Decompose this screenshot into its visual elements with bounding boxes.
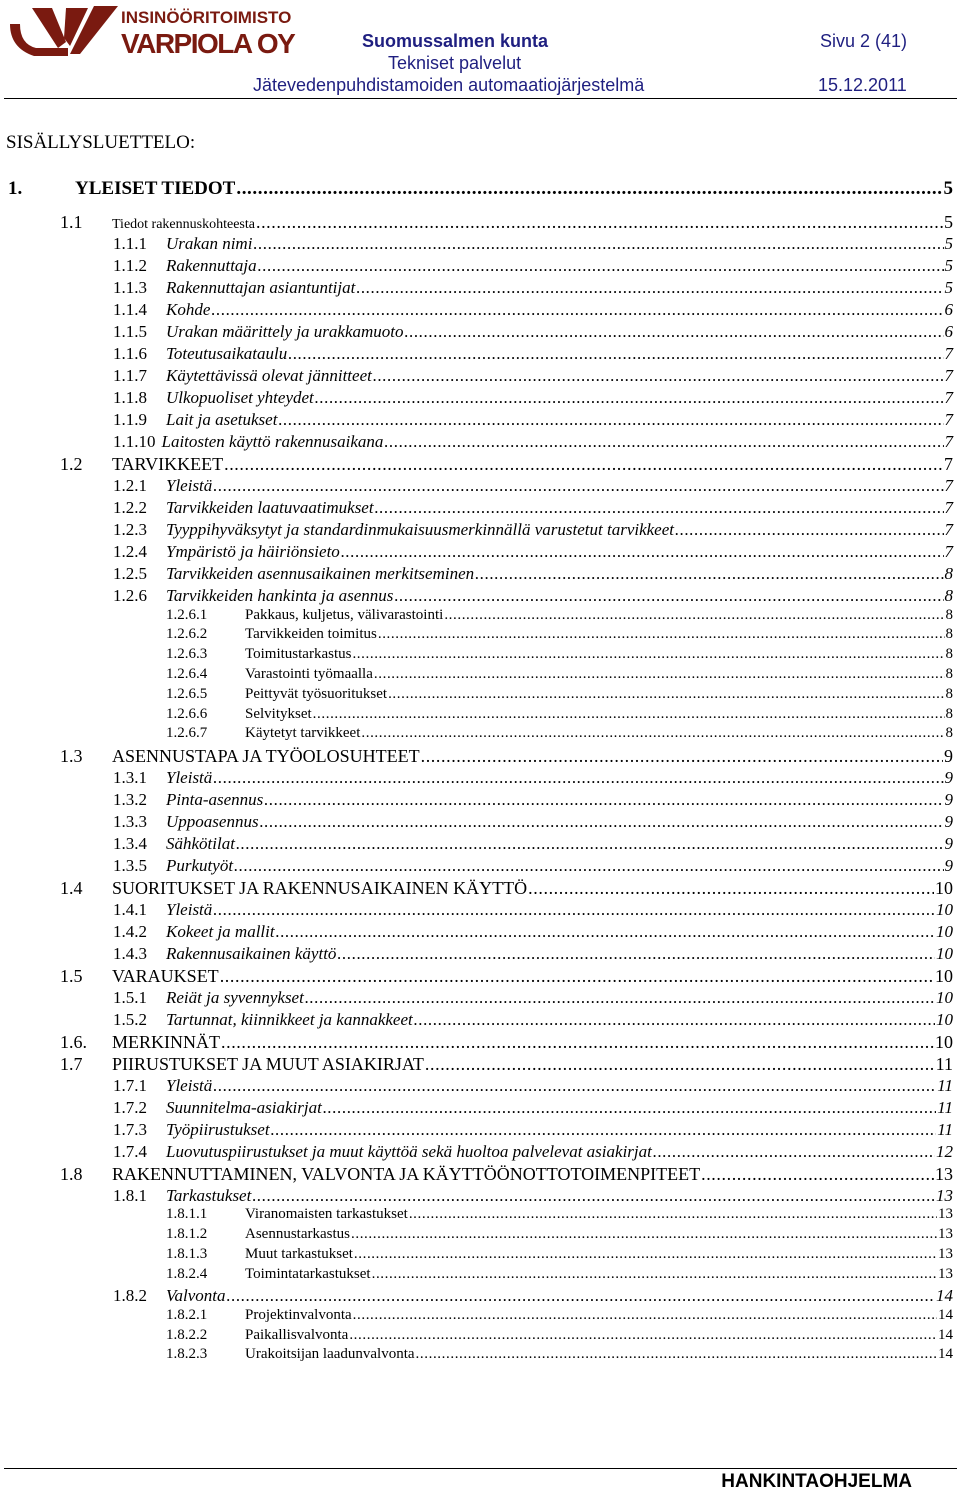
toc-entry-title: Ulkopuoliset yhteydet (166, 388, 314, 407)
toc-dot-leader (224, 454, 943, 475)
toc-entry-number: 1.4.3 (113, 943, 147, 963)
toc-entry-page: 11 (937, 1097, 953, 1117)
toc-dot-leader (305, 988, 935, 1008)
toc-entry-number: 1.1.7 (113, 366, 147, 385)
toc-entry-title: RAKENNUTTAMINEN, VALVONTA JA KÄYTTÖÖNOTTOTOIMENPITEET (112, 1163, 701, 1184)
toc-entry[interactable] (113, 432, 953, 452)
toc-dot-leader (220, 966, 934, 987)
toc-entry-title: YLEISET TIEDOT (75, 178, 236, 199)
toc-entry-page: 7 (944, 476, 953, 495)
toc-entry-page: 6 (944, 322, 953, 341)
toc-entry-number: 1.8.1.2 (166, 1226, 208, 1243)
toc-entry[interactable] (166, 666, 953, 683)
organization-name: Suomussalmen kunta (362, 31, 549, 51)
toc-entry-page: 7 (944, 542, 953, 561)
toc-entry-number: 1.7.2 (113, 1097, 147, 1117)
toc-entry-number: 1.2.6.7 (166, 725, 208, 742)
toc-entry-page: 5 (944, 212, 953, 232)
toc-dot-leader (675, 520, 944, 540)
toc-entry-number: 1.6. (60, 1031, 87, 1052)
toc-entry-number: 1.4.1 (113, 899, 147, 919)
toc-entry-number: 1.8.2 (113, 1286, 147, 1306)
toc-entry-title: Rakennuttajan asiantuntijat (166, 278, 356, 297)
toc-entry-page: 7 (944, 366, 953, 385)
toc-entry[interactable] (166, 1266, 953, 1283)
toc-entry-page: 10 (936, 899, 953, 919)
toc-entry-number: 1.8.2.1 (166, 1306, 208, 1323)
toc-entry[interactable] (166, 1346, 953, 1363)
toc-entry-page: 10 (936, 987, 953, 1007)
toc-entry-title: Tartunnat, kiinnikkeet ja kannakkeet (166, 1009, 413, 1029)
toc-entry-page: 10 (936, 943, 953, 963)
page-number: Sivu 2 (41) (820, 31, 908, 51)
toc-entry-title: TARVIKKEET (112, 454, 224, 474)
toc-entry-page: 6 (944, 300, 953, 319)
toc-entry-page: 9 (944, 767, 953, 787)
toc-entry-title: Pakkaus, kuljetus, välivarastointi (245, 606, 444, 623)
toc-dot-leader (213, 900, 935, 920)
toc-entry[interactable] (113, 410, 953, 430)
toc-entry[interactable] (113, 856, 953, 876)
logo-line-2: VARPIOLA OY (121, 28, 295, 59)
toc-entry-title: Toimitustarkastus (245, 646, 352, 663)
toc-dot-leader (354, 1246, 937, 1263)
toc-entry-number: 1.8.2.4 (166, 1265, 208, 1282)
toc-entry-title: Yleistä (166, 476, 213, 495)
toc-dot-leader (213, 476, 943, 496)
toc-entry-number: 1.2.4 (113, 542, 147, 561)
toc-entry-page: 13 (938, 1206, 953, 1223)
toc-entry-number: 1.1.2 (113, 256, 147, 275)
toc-entry-title: Paikallisvalvonta (245, 1326, 349, 1343)
toc-entry-number: 1.2.6 (113, 586, 147, 605)
toc-entry-number: 1.1.1 (113, 234, 147, 253)
toc-entry-title: Työpiirustukset (166, 1119, 270, 1139)
toc-entry-number: 1.1.9 (113, 410, 147, 429)
toc-entry[interactable] (113, 1142, 953, 1162)
toc-entry-page: 8 (944, 564, 953, 583)
toc-entry[interactable] (166, 1327, 953, 1344)
toc-entry[interactable] (113, 900, 953, 920)
toc-entry-number: 1.4 (60, 877, 83, 898)
toc-entry[interactable] (113, 476, 953, 496)
toc-entry[interactable] (113, 586, 953, 606)
toc-entry-page: 7 (944, 454, 953, 474)
toc-dot-leader (341, 542, 944, 562)
toc-entry-title: Asennustarkastus (245, 1226, 350, 1243)
toc-dot-leader (337, 944, 935, 964)
toc-entry-page: 10 (935, 965, 953, 986)
toc-dot-leader (211, 300, 943, 320)
toc-dot-leader (394, 586, 943, 606)
toc-entry[interactable] (166, 725, 953, 742)
toc-dot-leader (227, 1286, 936, 1306)
toc-entry[interactable] (113, 790, 953, 810)
toc-entry-title: Projektinvalvonta (245, 1306, 352, 1323)
toc-entry-number: 1.2.6.4 (166, 665, 208, 682)
toc-entry[interactable] (60, 1054, 953, 1075)
toc-entry[interactable] (166, 686, 953, 703)
toc-entry-page: 10 (936, 1009, 953, 1029)
toc-entry-number: 1.7.1 (113, 1075, 147, 1095)
toc-entry-title: Uppoasennus (166, 811, 259, 831)
toc-entry[interactable] (113, 944, 953, 964)
toc-entry-number: 1.8.2.3 (166, 1346, 208, 1363)
toc-entry-number: 1.2 (60, 454, 83, 474)
toc-entry[interactable] (166, 1246, 953, 1263)
toc-entry-page: 7 (944, 388, 953, 407)
toc-entry-title: Rakennuttaja (166, 256, 257, 275)
logo-line-1: INSINÖÖRITOIMISTO (121, 8, 292, 27)
toc-entry-page: 11 (937, 1119, 953, 1139)
toc-entry-number: 1.2.1 (113, 476, 147, 495)
toc-entry[interactable] (113, 520, 953, 540)
toc-entry[interactable] (113, 256, 953, 276)
toc-entry-title: Käytetyt tarvikkeet (245, 725, 361, 742)
toc-dot-leader (252, 1186, 935, 1206)
toc-dot-leader (701, 1164, 934, 1185)
toc-dot-leader (213, 1076, 936, 1096)
toc-entry[interactable] (60, 454, 953, 475)
toc-dot-leader (405, 322, 944, 342)
toc-entry-page: 14 (938, 1326, 953, 1343)
toc-dot-leader (373, 366, 944, 386)
toc-entry-page: 8 (945, 725, 953, 742)
toc-entry[interactable] (166, 1206, 953, 1223)
toc-entry[interactable] (113, 564, 953, 584)
toc-entry-page: 14 (936, 1286, 953, 1306)
toc-entry-page: 13 (938, 1245, 953, 1262)
toc-entry[interactable] (60, 966, 953, 987)
toc-entry[interactable] (113, 1186, 953, 1206)
toc-dot-leader (384, 432, 943, 452)
document-title: Jätevedenpuhdistamoiden automaatiojärjestelmä (253, 75, 645, 95)
toc-entry-number: 1.1.5 (113, 322, 147, 341)
toc-dot-leader (361, 725, 944, 742)
toc-entry-title: Urakan nimi (166, 234, 253, 253)
toc-dot-leader (264, 790, 943, 810)
toc-entry-title: Muut tarkastukset (245, 1245, 353, 1262)
toc-entry[interactable] (113, 234, 953, 254)
toc-dot-leader (356, 278, 943, 298)
toc-entry-page: 8 (945, 705, 953, 722)
toc-entry-title: Tyyppihyväksytyt ja standardinmukaisuusmerkinnällä varustetut tarvikkeet (166, 520, 674, 539)
toc-entry-number: 1.5.2 (113, 1009, 147, 1029)
toc-entry-title: Reiät ja syvennykset (166, 987, 304, 1007)
toc-entry[interactable] (166, 1226, 953, 1243)
toc-entry-title: Käytettävissä olevat jännitteet (166, 366, 372, 385)
toc-dot-leader (278, 410, 943, 430)
toc-dot-leader (372, 1266, 937, 1283)
toc-entry[interactable] (113, 388, 953, 408)
toc-entry-number: 1.8.1.1 (166, 1206, 208, 1223)
toc-entry[interactable] (113, 300, 953, 320)
toc-entry-number: 1.2.3 (113, 520, 147, 539)
toc-entry[interactable] (113, 542, 953, 562)
toc-entry[interactable] (60, 212, 953, 233)
toc-entry-page: 10 (936, 921, 953, 941)
toc-entry-title: Luovutuspiirustukset ja muut käyttöä sekä huoltoa palvelevat asiakirjat (166, 1141, 652, 1161)
toc-entry-page: 8 (945, 606, 953, 623)
toc-entry-title: Tarkastukset (166, 1185, 252, 1205)
toc-entry-title: Yleistä (166, 767, 213, 787)
toc-entry-page: 13 (938, 1226, 953, 1243)
toc-entry-number: 1.3.2 (113, 789, 147, 809)
toc-entry-number: 1.3.1 (113, 767, 147, 787)
toc-entry-title: Lait ja asetukset (166, 410, 278, 429)
toc-dot-leader (414, 1010, 935, 1030)
toc-entry-number: 1.7.3 (113, 1119, 147, 1139)
toc-dot-leader (213, 768, 943, 788)
toc-dot-leader (288, 344, 943, 364)
toc-entry-number: 1.7 (60, 1053, 83, 1074)
toc-entry-title: Tarvikkeiden toimitus (245, 626, 377, 643)
toc-entry[interactable] (113, 1010, 953, 1030)
toc-entry[interactable] (113, 278, 953, 298)
toc-entry-page: 10 (935, 1031, 953, 1052)
toc-entry-number: 1.3 (60, 745, 83, 766)
toc-entry[interactable] (113, 812, 953, 832)
toc-dot-leader (256, 212, 943, 233)
toc-entry-number: 1.4.2 (113, 921, 147, 941)
toc-entry-number: 1.1.3 (113, 278, 147, 297)
toc-entry-title: Sähkötilat (166, 833, 235, 853)
toc-entry-title: Rakennusaikainen käyttö (166, 943, 337, 963)
toc-entry-title: MERKINNÄT (112, 1031, 220, 1052)
toc-entry[interactable] (166, 1307, 953, 1324)
toc-entry-title: Ympäristö ja häiriönsieto (166, 542, 340, 561)
toc-entry[interactable] (113, 1098, 953, 1118)
toc-entry-title: Peittyvät työsuoritukset (245, 685, 388, 702)
toc-entry-title: Pinta-asennus (166, 789, 264, 809)
toc-entry-page: 13 (936, 1185, 953, 1205)
toc-entry[interactable] (166, 607, 953, 624)
toc-entry-page: 5 (944, 234, 953, 253)
toc-dot-leader (425, 1054, 935, 1075)
toc-entry-title: PIIRUSTUKSET JA MUUT ASIAKIRJAT (112, 1053, 424, 1074)
toc-heading: SISÄLLYSLUETTELO: (6, 132, 196, 153)
toc-entry-number: 1.1.10 (113, 432, 156, 451)
toc-entry[interactable] (113, 1076, 953, 1096)
toc-entry-page: 14 (938, 1346, 953, 1363)
toc-dot-leader (378, 626, 945, 643)
toc-entry-title: Suunnitelma-asiakirjat (166, 1097, 322, 1117)
toc-entry-page: 14 (938, 1306, 953, 1323)
toc-entry-title: Urakoitsijan laadunvalvonta (245, 1346, 415, 1363)
toc-entry-title: Kohde (166, 300, 211, 319)
toc-entry-number: 1.2.6.6 (166, 705, 208, 722)
toc-entry-page: 9 (944, 811, 953, 831)
toc-entry-page: 7 (944, 344, 953, 363)
toc-dot-leader (323, 1098, 936, 1118)
document-date: 15.12.2011 (818, 75, 907, 95)
toc-entry-title: SUORITUKSET JA RAKENNUSAIKAINEN KÄYTTÖ (112, 877, 528, 898)
toc-entry-title: Tarvikkeiden hankinta ja asennus (166, 586, 394, 605)
toc-entry-page: 9 (944, 855, 953, 875)
toc-dot-leader (271, 1120, 937, 1140)
toc-entry[interactable] (113, 1120, 953, 1140)
toc-entry[interactable] (166, 706, 953, 723)
toc-entry[interactable] (113, 768, 953, 788)
toc-entry-title: Tarvikkeiden asennusaikainen merkitseminen (166, 564, 475, 583)
toc-entry-number: 1.8.2.2 (166, 1326, 208, 1343)
toc-entry-number: 1.1.6 (113, 344, 147, 363)
toc-entry-page: 9 (944, 745, 953, 766)
toc-entry[interactable] (60, 1032, 953, 1053)
toc-entry-page: 8 (945, 626, 953, 643)
toc-entry-number: 1.1.4 (113, 300, 147, 319)
toc-entry-title: Toteutusaikataulu (166, 344, 288, 363)
toc-entry[interactable] (166, 646, 953, 663)
toc-entry[interactable] (113, 1286, 953, 1306)
toc-entry[interactable] (60, 878, 953, 899)
toc-dot-leader (475, 564, 943, 584)
toc-dot-leader (409, 1206, 937, 1223)
toc-entry-title: Purkutyöt (166, 855, 234, 875)
toc-dot-leader (653, 1142, 935, 1162)
toc-entry-title: Urakan määrittely ja urakkamuoto (166, 322, 404, 341)
toc-entry-number: 1.5.1 (113, 987, 147, 1007)
toc-dot-leader (258, 256, 944, 276)
toc-entry-page: 7 (944, 520, 953, 539)
toc-entry-title: Valvonta (166, 1286, 226, 1306)
toc-entry-page: 5 (944, 278, 953, 297)
toc-dot-leader (236, 834, 944, 854)
toc-entry-page: 10 (935, 877, 953, 898)
toc-dot-leader (276, 922, 935, 942)
toc-entry-number: 1.8.1.3 (166, 1245, 208, 1262)
toc-entry-page: 8 (945, 665, 953, 682)
toc-entry-page: 7 (944, 432, 953, 451)
toc-entry[interactable] (113, 344, 953, 364)
toc-entry-number: 1.2.5 (113, 564, 147, 583)
toc-dot-leader (315, 388, 944, 408)
toc-entry-number: 1.3.4 (113, 833, 147, 853)
department-name: Tekniset palvelut (388, 53, 522, 73)
toc-entry-number: 1.2.6.5 (166, 685, 208, 702)
toc-entry-number: 1.2.6.1 (166, 606, 208, 623)
toc-entry-title: Viranomaisten tarkastukset (245, 1206, 408, 1223)
toc-entry-page: 5 (943, 178, 953, 199)
toc-entry[interactable] (113, 834, 953, 854)
toc-entry[interactable] (166, 626, 953, 643)
toc-dot-leader (260, 812, 944, 832)
toc-entry-page: 9 (944, 789, 953, 809)
toc-dot-leader (253, 234, 943, 254)
toc-entry-number: 1.7.4 (113, 1141, 147, 1161)
toc-entry-page: 7 (944, 498, 953, 517)
toc-entry[interactable] (113, 922, 953, 942)
toc-dot-leader (221, 1032, 934, 1053)
toc-entry-number: 1.1.8 (113, 388, 147, 407)
toc-entry-page: 7 (944, 410, 953, 429)
toc-entry-title: Yleistä (166, 1075, 213, 1095)
toc-entry[interactable] (113, 988, 953, 1008)
toc-dot-leader (374, 666, 945, 683)
toc-entry-page: 13 (938, 1265, 953, 1282)
toc-entry[interactable] (113, 366, 953, 386)
toc-entry-title: Kokeet ja mallit (166, 921, 275, 941)
toc-dot-leader (352, 646, 944, 663)
toc-entry-title: Selvitykset (245, 705, 312, 722)
toc-dot-leader (351, 1226, 937, 1243)
toc-entry-number: 1.2.2 (113, 498, 147, 517)
toc-entry[interactable] (8, 178, 953, 200)
toc-entry-page: 13 (935, 1163, 953, 1184)
toc-entry-number: 1.8.1 (113, 1185, 147, 1205)
toc-entry-number: 1.3.5 (113, 855, 147, 875)
toc-entry-title: VARAUKSET (112, 965, 219, 986)
toc-entry-page: 9 (944, 833, 953, 853)
toc-entry-page: 8 (945, 646, 953, 663)
toc-dot-leader (444, 607, 944, 624)
toc-dot-leader (236, 178, 942, 200)
toc-entry-page: 5 (944, 256, 953, 275)
toc-entry-page: 8 (945, 685, 953, 702)
toc-entry-title: Varastointi työmaalla (245, 665, 373, 682)
toc-dot-leader (528, 878, 934, 899)
toc-entry-page: 8 (944, 586, 953, 605)
footer-divider (4, 1468, 957, 1469)
toc-dot-leader (353, 1307, 937, 1324)
toc-entry-title: Tiedot rakennuskohteesta (112, 217, 255, 232)
toc-dot-leader (375, 498, 944, 518)
footer-label: HANKINTAOHJELMA (721, 1471, 912, 1492)
toc-entry-number: 1.5 (60, 965, 83, 986)
toc-dot-leader (234, 856, 943, 876)
toc-dot-leader (416, 1346, 937, 1363)
toc-entry[interactable] (60, 746, 953, 767)
toc-entry-page: 12 (936, 1141, 953, 1161)
toc-entry[interactable] (113, 498, 953, 518)
toc-entry-number: 1. (8, 178, 23, 199)
toc-entry[interactable] (113, 322, 953, 342)
toc-entry-number: 1.2.6.3 (166, 646, 208, 663)
toc-dot-leader (421, 746, 943, 767)
toc-entry-title: Toimintatarkastukset (245, 1265, 371, 1282)
toc-entry-title: Tarvikkeiden laatuvaatimukset (166, 498, 374, 517)
toc-entry-page: 11 (937, 1075, 953, 1095)
toc-dot-leader (313, 706, 945, 723)
toc-entry-number: 1.1 (60, 212, 83, 232)
toc-entry-page: 11 (935, 1053, 953, 1074)
toc-dot-leader (388, 686, 944, 703)
toc-entry[interactable] (60, 1164, 953, 1185)
toc-entry-number: 1.3.3 (113, 811, 147, 831)
toc-entry-number: 1.8 (60, 1163, 83, 1184)
toc-dot-leader (349, 1327, 937, 1344)
toc-entry-title: Laitosten käyttö rakennusaikana (161, 432, 384, 451)
toc-entry-number: 1.2.6.2 (166, 626, 208, 643)
toc-entry-title: Yleistä (166, 899, 213, 919)
toc-entry-title: ASENNUSTAPA JA TYÖOLOSUHTEET (112, 745, 420, 766)
